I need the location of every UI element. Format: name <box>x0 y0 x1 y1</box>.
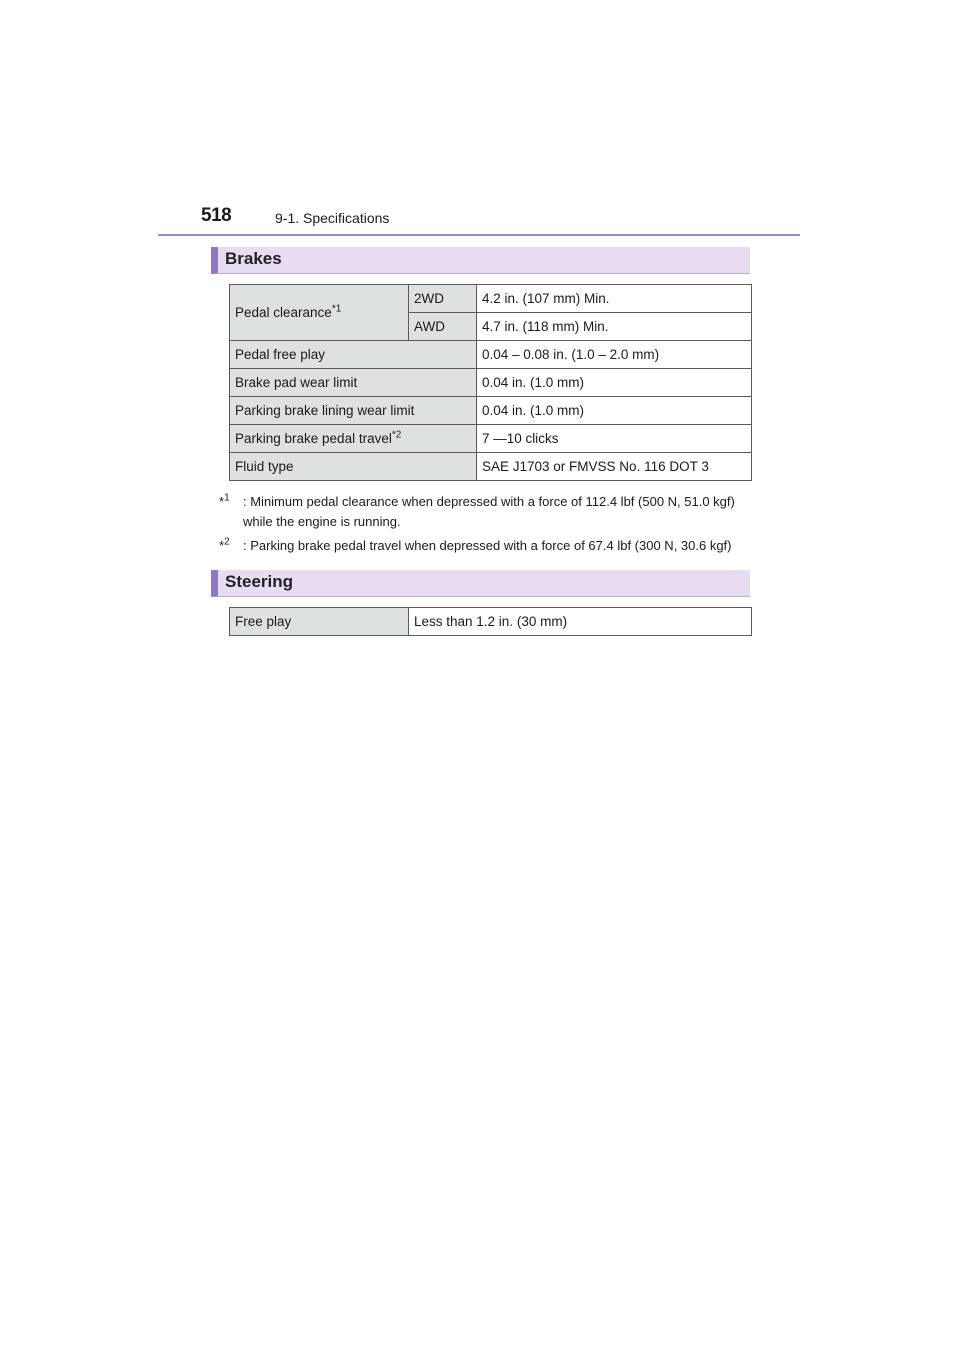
section-reference: 9-1. Specifications <box>275 210 390 226</box>
brakes-section-header <box>211 247 750 274</box>
variant-cell: 2WD <box>409 285 477 313</box>
value-cell: 4.2 in. (107 mm) Min. <box>477 285 752 313</box>
footnote-1 <box>219 492 759 532</box>
footnotes <box>219 492 759 556</box>
footnote-text: : Parking brake pedal travel when depressed with a force of 67.4 lbf (300 N, 30.6 kgf) <box>243 538 732 553</box>
value-cell: 4.7 in. (118 mm) Min. <box>477 313 752 341</box>
pedal-clearance-label-cell <box>230 285 409 341</box>
footnote-text: : Minimum pedal clearance when depressed with a force of 112.4 lbf (500 N, 51.0 kgf) while the engine is running. <box>243 494 735 529</box>
value-cell: 0.04 in. (1.0 mm) <box>477 397 752 425</box>
label-cell: Parking brake lining wear limit <box>230 397 477 425</box>
label-cell <box>230 425 477 453</box>
value-cell: 7 —10 clicks <box>477 425 752 453</box>
footnote-mark: *1 <box>331 303 342 315</box>
table-row <box>230 341 752 369</box>
value-cell: 0.04 – 0.08 in. (1.0 – 2.0 mm) <box>477 341 752 369</box>
page-header <box>158 200 800 236</box>
footnote-2 <box>219 536 759 556</box>
variant-cell: AWD <box>409 313 477 341</box>
label-cell: Pedal free play <box>230 341 477 369</box>
footnote-mark: *$^1$ <box>219 492 230 509</box>
table-row <box>230 369 752 397</box>
footnote-mark: *2 <box>391 429 402 441</box>
label-cell: Fluid type <box>230 453 477 481</box>
parking-brake-travel-label: Parking brake pedal travel <box>235 431 392 446</box>
steering-section-header <box>211 570 750 597</box>
value-cell: Less than 1.2 in. (30 mm) <box>409 608 752 636</box>
table-row <box>230 285 752 313</box>
brakes-spec-table <box>229 284 752 481</box>
table-row <box>230 397 752 425</box>
pedal-clearance-label: Pedal clearance <box>235 305 332 320</box>
value-cell: 0.04 in. (1.0 mm) <box>477 369 752 397</box>
steering-spec-table <box>229 607 752 636</box>
value-cell: SAE J1703 or FMVSS No. 116 DOT 3 <box>477 453 752 481</box>
label-cell: Free play <box>230 608 409 636</box>
page-number: 518 <box>201 205 232 226</box>
label-cell: Brake pad wear limit <box>230 369 477 397</box>
table-row <box>230 608 752 636</box>
steering-section-title: Steering <box>225 572 294 591</box>
brakes-section-title: Brakes <box>225 249 282 268</box>
table-row <box>230 425 752 453</box>
table-row <box>230 453 752 481</box>
footnote-mark: *$^2$ <box>219 536 230 553</box>
